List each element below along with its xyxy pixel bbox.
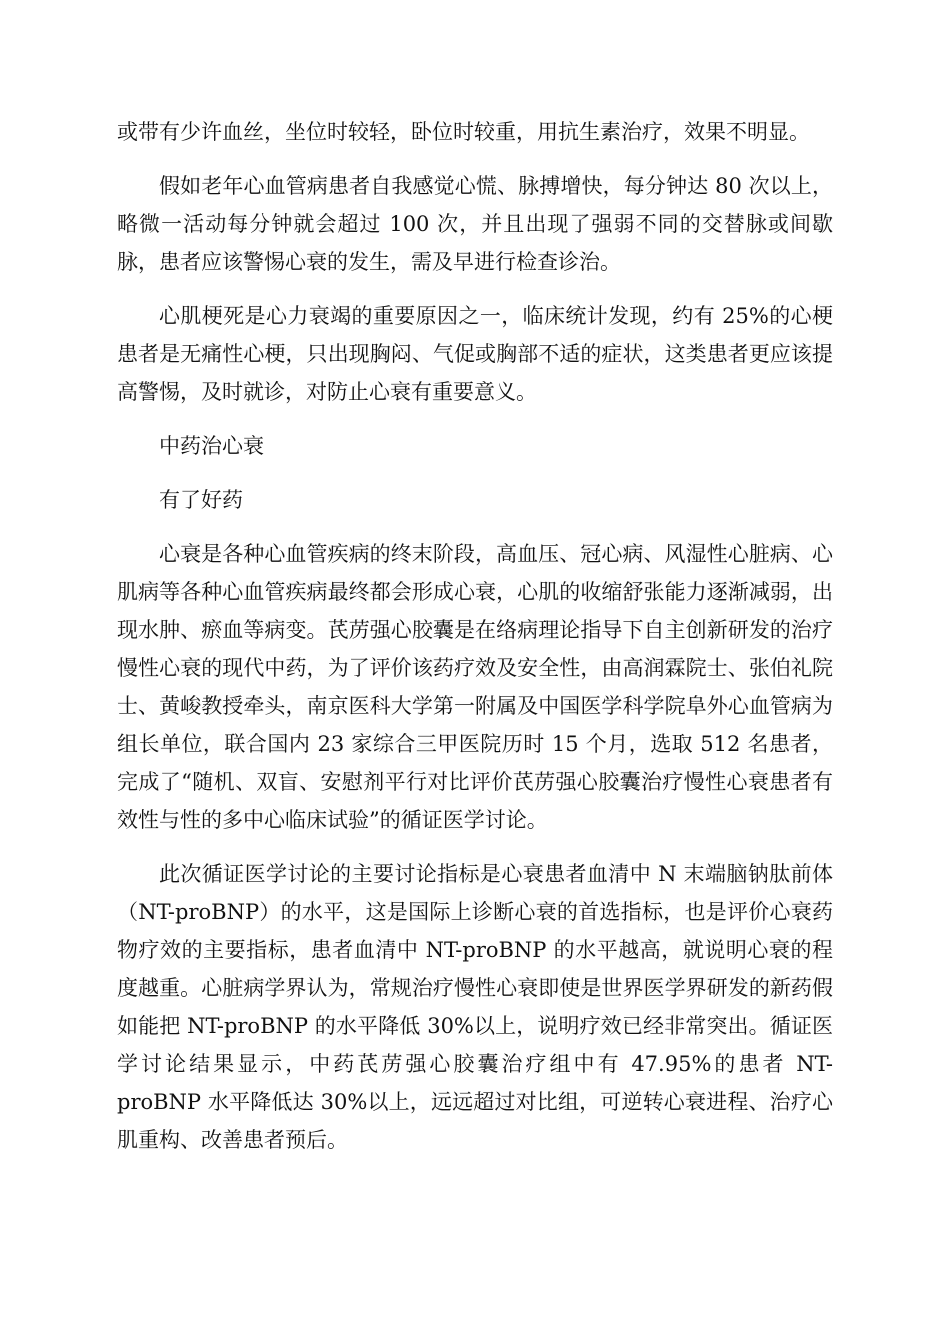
paragraph-myocardial-infarction: 心肌梗死是心力衰竭的重要原因之一，临床统计发现，约有 25%的心梗患者是无痛性心梗，只出现胸闷、气促或胸部不适的症状，这类患者更应该提高警惕，及时就诊，对防止心衰有重要意义。 <box>117 304 833 404</box>
document-body <box>117 113 833 1175</box>
paragraph-trial-results: 此次循证医学讨论的主要讨论指标是心衰患者血清中 N 末端脑钠肽前体（NT-proBNP）的水平，这是国际上诊断心衰的首选指标，也是评价心衰药物疗效的主要指标，患者血清中 NT-proBNP 的水平越高，就说明心衰的程度越重。心脏病学界认为，常规治疗慢性心衰即使是世界医学界研发的新药假如能把 NT-proBNP 的水平降低 30%以上，说明疗效已经非常突出。循证医学讨论结果显示，中药芪苈强心胶囊治疗组中有 47.95%的患者 NT-proBNP 水平降低达 30%以上，远远超过对比组，可逆转心衰进程、治疗心肌重构、改善患者预后。 <box>117 862 833 1152</box>
section-subheading-good-medicine: 有了好药 <box>159 488 243 512</box>
section-heading-tcm: 中药治心衰 <box>159 434 264 458</box>
paragraph-symptoms-pulse: 假如老年心血管病患者自我感觉心慌、脉搏增快，每分钟达 80 次以上，略微一活动每分钟就会超过 100 次，并且出现了强弱不同的交替脉或间歇脉，患者应该警惕心衰的发生，需及早进行检查诊治。 <box>117 174 833 274</box>
paragraph-heart-failure-trial: 心衰是各种心血管疾病的终末阶段，高血压、冠心病、风湿性心脏病、心肌病等各种心血管疾病最终都会形成心衰，心肌的收缩舒张能力逐渐减弱，出现水肿、瘀血等病变。芪苈强心胶囊是在络病理论指导下自主创新研发的治疗慢性心衰的现代中药，为了评价该药疗效及安全性，由高润霖院士、张伯礼院士、黄峻教授牵头，南京医科大学第一附属及中国医学科学院阜外心血管病为组长单位，联合国内 23 家综合三甲医院历时 15 个月，选取 512 名患者，完成了“随机、双盲、安慰剂平行对比评价芪苈强心胶囊治疗慢性心衰患者有效性与性的多中心临床试验”的循证医学讨论。 <box>117 542 833 832</box>
paragraph-continuation: 或带有少许血丝，坐位时较轻，卧位时较重，用抗生素治疗，效果不明显。 <box>117 120 810 144</box>
